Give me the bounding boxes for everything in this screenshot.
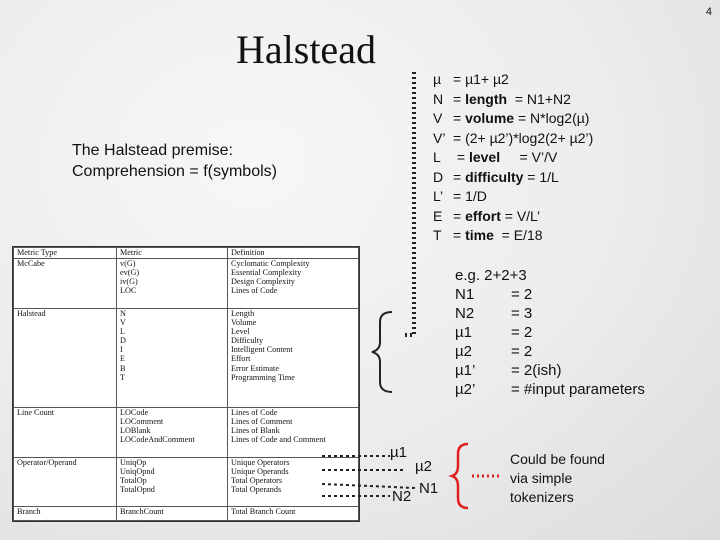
definition-formula: = V’/V [500, 149, 558, 165]
definition-text: = [453, 90, 466, 107]
metric-definition: Programming Time [231, 372, 295, 382]
definition-formula: = N*log2(µ) [514, 110, 590, 126]
metric-name: TotalOp [120, 475, 147, 485]
metric-type: Halstead [17, 308, 46, 318]
metric-name: TotalOpnd [120, 484, 155, 494]
definition-text: = 1/D [453, 188, 487, 204]
tokenizers-note [510, 450, 605, 507]
example-value: = 2 [511, 343, 533, 360]
example-key: µ1 [455, 324, 472, 341]
annotation-n1: N1 [419, 480, 439, 497]
col-header: Metric Type [14, 248, 117, 259]
definition-symbol: V’ [433, 129, 446, 146]
metric-name: BranchCount [120, 507, 164, 517]
halstead-bracket [372, 312, 392, 392]
definition-text: = [453, 207, 466, 224]
definition-term: time [465, 227, 494, 243]
metric-name: V [120, 318, 126, 328]
metric-definition: Unique Operators [231, 457, 290, 467]
metric-name: LOBlank [120, 425, 151, 435]
metric-definition: Essential Complexity [231, 268, 302, 278]
col-header: Definition [228, 248, 359, 259]
metric-name: N [120, 308, 126, 318]
metric-definition: Volume [231, 318, 257, 328]
example-value: = #input parameters [511, 381, 645, 398]
page-number: 4 [705, 6, 712, 18]
metric-definition: Total Operands [231, 484, 282, 494]
definition-symbol: L’ [433, 188, 444, 204]
metric-name: ev(G) [120, 268, 140, 278]
metric-definition: Cyclomatic Complexity [231, 259, 310, 268]
definition-formula: = 1/L [523, 168, 559, 185]
definition-text: = [453, 227, 466, 243]
definition-symbol: N [433, 90, 444, 107]
metric-name: v(G) [120, 259, 136, 268]
metric-definition: Length [231, 308, 255, 318]
definition-text: = µ1+ µ2 [453, 71, 509, 87]
metric-name: LOCodeAndComment [120, 434, 195, 444]
definition-symbol: L [433, 149, 441, 165]
annotation-mu1: µ1 [390, 444, 407, 461]
example-value: = 2(ish) [511, 362, 562, 379]
annotation-mu2: µ2 [415, 458, 432, 475]
example-value: = 2 [511, 286, 533, 303]
definition-symbol: V [433, 110, 443, 126]
example-heading: e.g. 2+2+3 [455, 267, 527, 284]
definition-text: = [453, 168, 466, 185]
metric-name: UniqOpnd [120, 466, 155, 476]
note-line: Could be found [510, 451, 605, 467]
metric-definition: Lines of Code [231, 286, 278, 296]
example-value: = 2 [511, 324, 533, 341]
metric-definition: Effort [231, 354, 251, 364]
note-line: via simple [510, 470, 573, 486]
metric-name: T [120, 372, 126, 382]
definition-formula: = E/18 [493, 227, 543, 243]
example-key: N1 [455, 286, 475, 303]
metric-definition: Unique Operands [231, 466, 289, 476]
metric-definition: Difficulty [231, 336, 264, 346]
definition-term: effort [465, 207, 501, 224]
definition-symbol: D [433, 168, 444, 185]
definition-symbol: E [433, 207, 443, 224]
metric-definition: Lines of Code and Comment [231, 434, 326, 444]
metric-definition: Lines of Code [231, 407, 278, 417]
definition-formula: = N1+N2 [507, 90, 571, 107]
metric-type: Operator/Operand [17, 457, 77, 467]
metric-definition: Total Operators [231, 475, 283, 485]
metric-name: E [120, 354, 126, 364]
metric-name: LOC [120, 286, 137, 296]
definition-term: level [468, 149, 501, 165]
metric-name: iv(G) [120, 277, 138, 287]
metric-definition: Level [231, 327, 250, 337]
metric-type: Line Count [17, 407, 55, 417]
definition-text: = [453, 149, 469, 165]
metric-definition: Lines of Comment [231, 416, 293, 426]
metric-definition: Design Complexity [231, 277, 295, 287]
definition-text: = (2+ µ2’)*log2(2+ µ2’) [453, 129, 594, 146]
definition-text: = [453, 110, 466, 126]
red-bracket [452, 444, 468, 508]
example-value: = 3 [511, 305, 533, 322]
metric-name: UniqOp [120, 457, 147, 467]
definition-symbol: µ [433, 71, 442, 87]
metric-definition: Lines of Blank [231, 425, 280, 435]
metric-definition: Intelligent Content [231, 345, 293, 355]
metric-definition: Total Branch Count [231, 507, 296, 517]
definition-symbol: T [433, 227, 442, 243]
example-key: µ2’ [455, 381, 476, 398]
dotted-connector [402, 72, 414, 335]
metric-name: LOComment [120, 416, 164, 426]
metric-name: D [120, 336, 126, 346]
example-key: µ2 [455, 343, 472, 360]
metric-type: McCabe [17, 259, 45, 268]
slide-title: Halstead [236, 27, 376, 72]
col-header: Metric [117, 248, 228, 259]
metric-name: L [120, 327, 126, 337]
premise-line: The Halstead premise: [72, 142, 233, 159]
metric-name: I [120, 345, 123, 355]
example-key: N2 [455, 305, 475, 322]
definition-term: volume [465, 110, 515, 126]
note-line: tokenizers [510, 489, 574, 505]
definition-term: difficulty [465, 168, 524, 185]
premise-line: Comprehension = f(symbols) [72, 163, 277, 180]
definition-formula: = V/L’ [500, 207, 541, 224]
metric-type: Branch [17, 507, 41, 517]
metric-name: LOCode [120, 407, 149, 417]
annotation-n2: N2 [392, 488, 412, 505]
metric-name: B [120, 363, 126, 373]
metric-definition: Error Estimate [231, 363, 279, 373]
definition-term: length [465, 90, 508, 107]
example-key: µ1’ [455, 362, 476, 379]
